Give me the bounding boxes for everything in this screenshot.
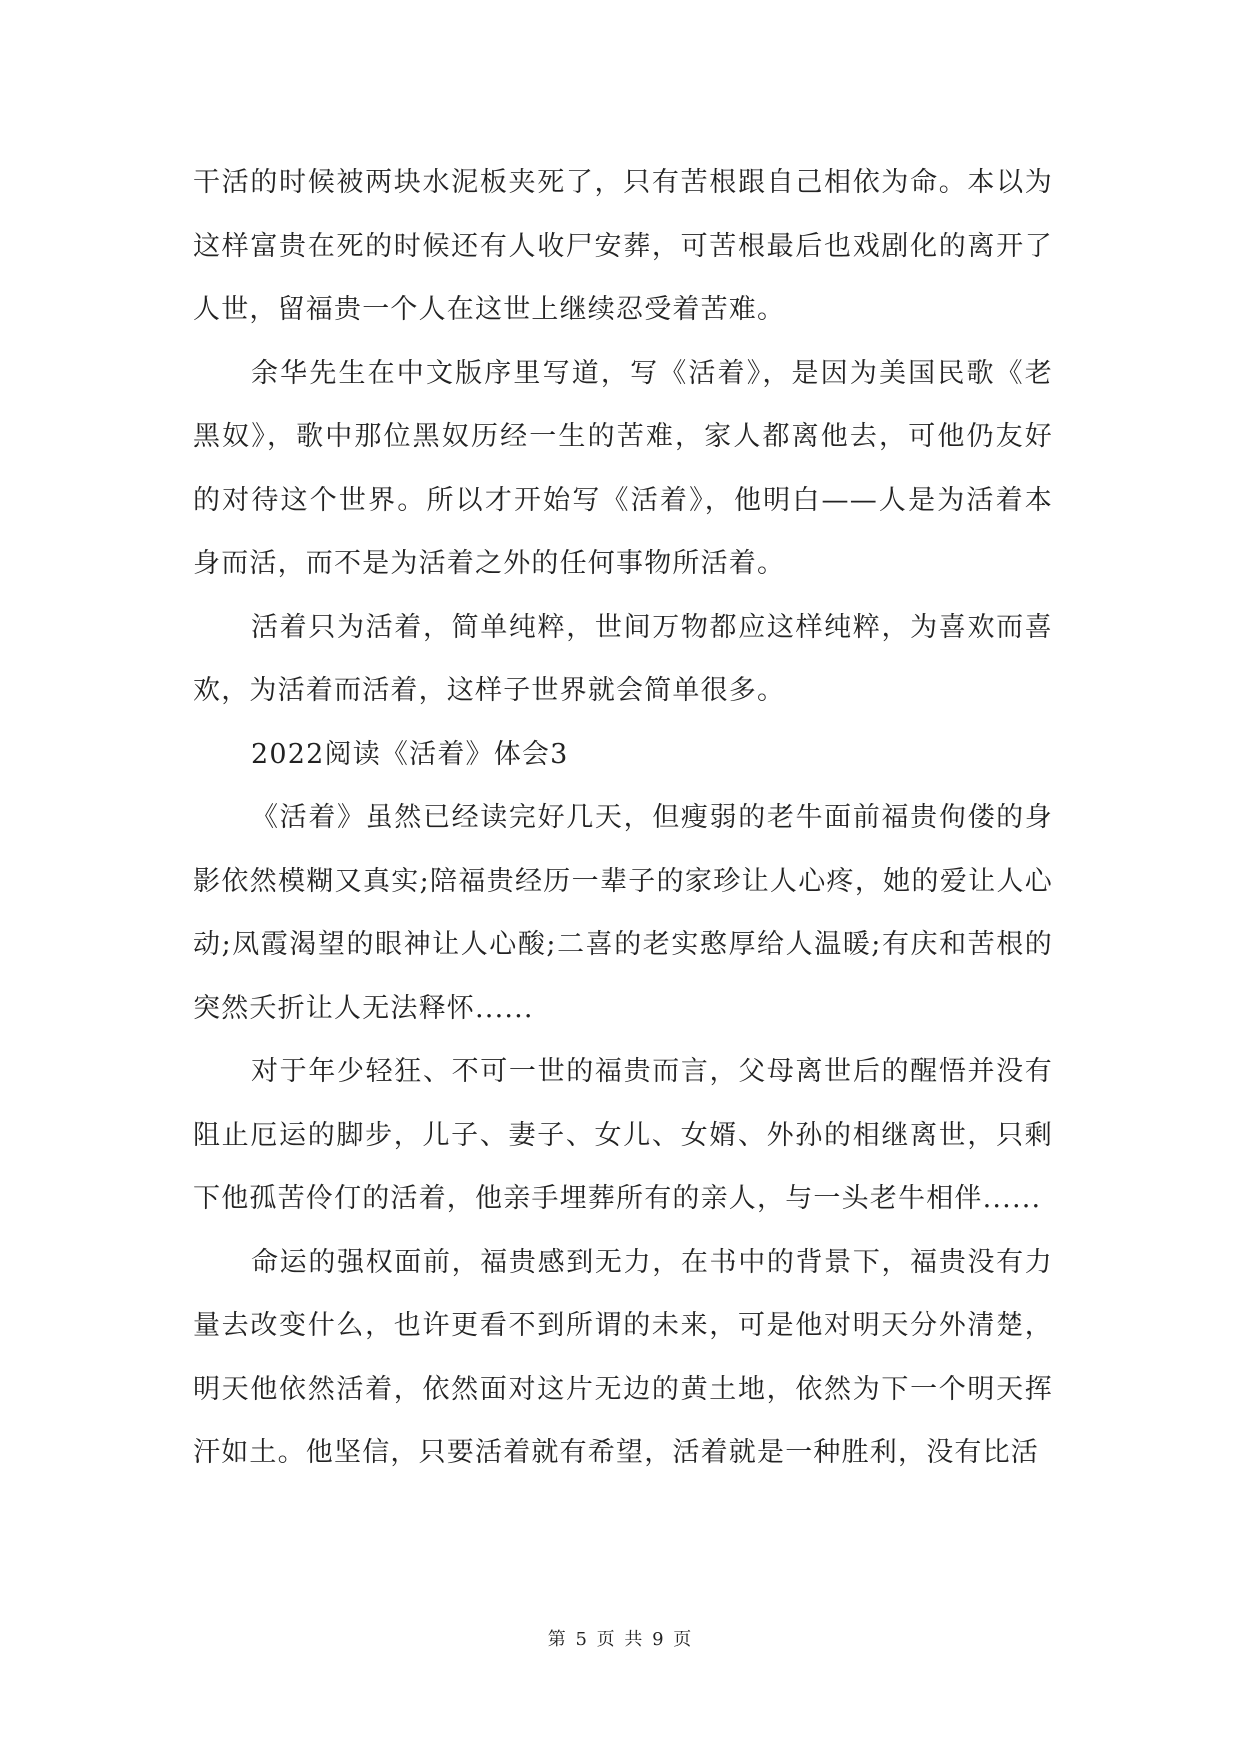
paragraph-destiny: 命运的强权面前，福贵感到无力，在书中的背景下，福贵没有力量去改变什么，也许更看不到所谓的未来，可是他对明天分外清楚，明天他依然活着，依然面对这片无边的黄土地，依然为下一个明天挥汗如土。他坚信，只要活着就有希望，活着就是一种胜利，没有比活: [193, 1246, 1053, 1468]
paragraph-fugui-fate: 对于年少轻狂、不可一世的福贵而言，父母离世后的醒悟并没有阻止厄运的脚步，儿子、妻子、女儿、女婿、外孙的相继离世，只剩下他孤苦伶仃的活着，他亲手埋葬所有的亲人，与一头老牛相伴......: [193, 1056, 1053, 1214]
document-body: [193, 151, 1053, 1485]
paragraph-living-purely: 活着只为活着，简单纯粹，世间万物都应这样纯粹，为喜欢而喜欢，为活着而活着，这样子世界就会简单很多。: [193, 611, 1053, 706]
section-heading: 2022阅读《活着》体会3: [251, 738, 569, 770]
paragraph-continuation: 干活的时候被两块水泥板夹死了，只有苦根跟自己相依为命。本以为这样富贵在死的时候还有人收尸安葬，可苦根最后也戏剧化的离开了人世，留福贵一个人在这世上继续忍受着苦难。: [193, 167, 1053, 325]
paragraph-characters: 《活着》虽然已经读完好几天，但瘦弱的老牛面前福贵佝偻的身影依然模糊又真实;陪福贵经历一辈子的家珍让人心疼，她的爱让人心动;凤霞渴望的眼神让人心酸;二喜的老实憨厚给人温暖;有庆和苦根的突然夭折让人无法释怀......: [193, 802, 1053, 1024]
paragraph-preface-quote: 余华先生在中文版序里写道，写《活着》，是因为美国民歌《老黑奴》，歌中那位黑奴历经一生的苦难，家人都离他去，可他仍友好的对待这个世界。所以才开始写《活着》，他明白——人是为活着本身而活，而不是为活着之外的任何事物所活着。: [193, 357, 1053, 579]
page-number-footer: 第 5 页 共 9 页: [547, 1629, 694, 1650]
